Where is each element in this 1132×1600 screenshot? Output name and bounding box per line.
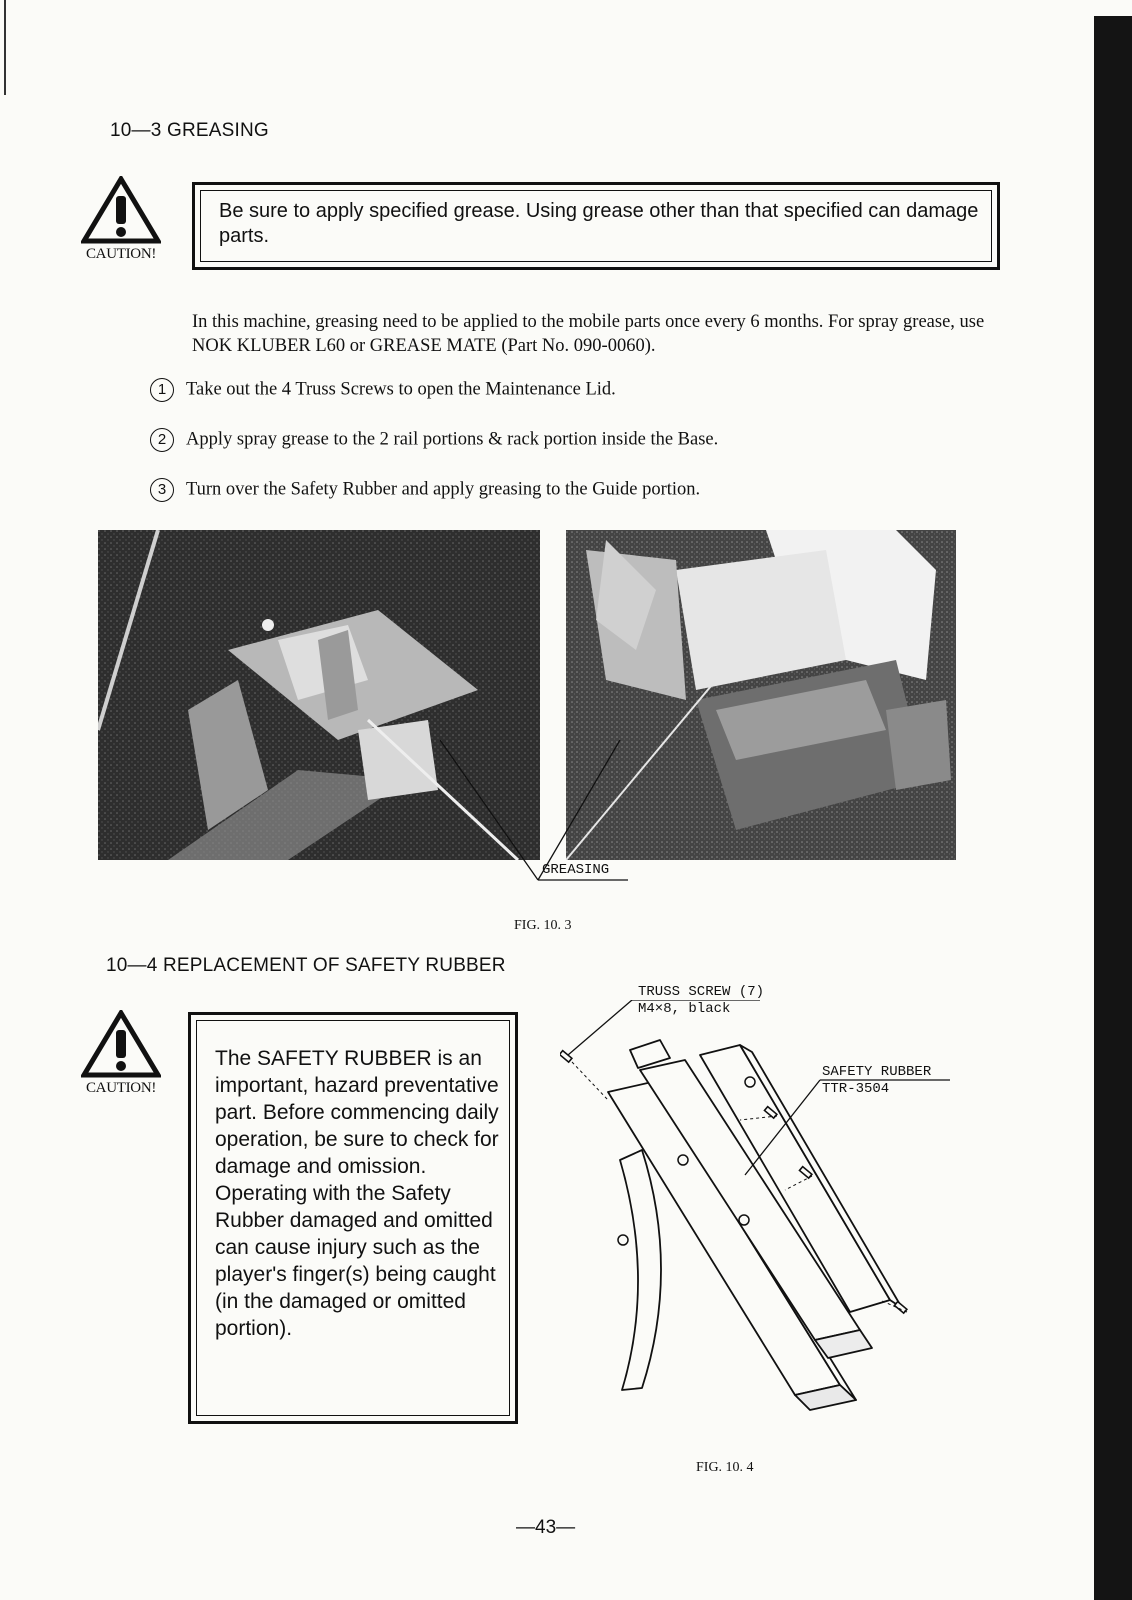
step-text: Apply spray grease to the 2 rail portions & rack portion inside the Base. — [186, 429, 719, 450]
greasing-leader-lines — [440, 740, 640, 900]
scan-edge-bar — [1094, 16, 1132, 1600]
warning-triangle-icon — [81, 176, 161, 244]
greasing-label: GREASING — [542, 862, 610, 878]
scan-edge-line — [4, 0, 6, 95]
callout-safety-rubber — [822, 1064, 931, 1098]
caution-box-greasing — [192, 182, 1000, 270]
caution-label: CAUTION! — [85, 246, 157, 262]
step-text: Turn over the Safety Rubber and apply greasing to the Guide portion. — [186, 479, 701, 500]
figure-caption-10-4: FIG. 10. 4 — [696, 1460, 754, 1475]
warning-triangle-icon — [81, 1010, 161, 1078]
page-number: —43— — [516, 1517, 576, 1538]
caution-block-1 — [78, 176, 164, 263]
step-1 — [150, 378, 616, 402]
step-number: 3 — [150, 478, 174, 502]
caution-text: Be sure to apply specified grease. Using grease other than that specified can damage parts. — [219, 200, 979, 247]
intro-paragraph: In this machine, greasing need to be applied to the mobile parts once every 6 months. For spray grease, use NOK KLUBER L60 or GREASE MATE (Part No. 090-0060). — [192, 312, 985, 356]
step-number: 2 — [150, 428, 174, 452]
caution-block-2 — [78, 1010, 164, 1097]
caution-text: The SAFETY RUBBER is an important, hazard preventative part. Before commencing daily operation, be sure to check for damage and omission. Operating with the Safety Rubber damaged and omitted can cause injury such as the player's finger(s) being caught (in the damaged or omitted portion). — [215, 1047, 499, 1340]
section-title-safety-rubber: 10—4 REPLACEMENT OF SAFETY RUBBER — [106, 955, 506, 976]
step-3 — [150, 478, 700, 502]
step-text: Take out the 4 Truss Screws to open the Maintenance Lid. — [186, 379, 616, 400]
step-number: 1 — [150, 378, 174, 402]
figure-caption-10-3: FIG. 10. 3 — [514, 918, 572, 933]
caution-box-safety-rubber — [188, 1012, 518, 1424]
callout-safety-rubber-part: TTR-3504 — [822, 1081, 890, 1097]
step-2 — [150, 428, 718, 452]
caution-label: CAUTION! — [85, 1080, 157, 1096]
section-title-greasing: 10—3 GREASING — [110, 120, 269, 141]
callout-truss-screw-spec: M4×8, black — [638, 1001, 731, 1017]
callout-safety-rubber-title: SAFETY RUBBER — [822, 1064, 932, 1080]
callout-truss-screw-title: TRUSS SCREW (7) — [638, 984, 765, 1000]
callout-truss-screw — [638, 984, 764, 1018]
